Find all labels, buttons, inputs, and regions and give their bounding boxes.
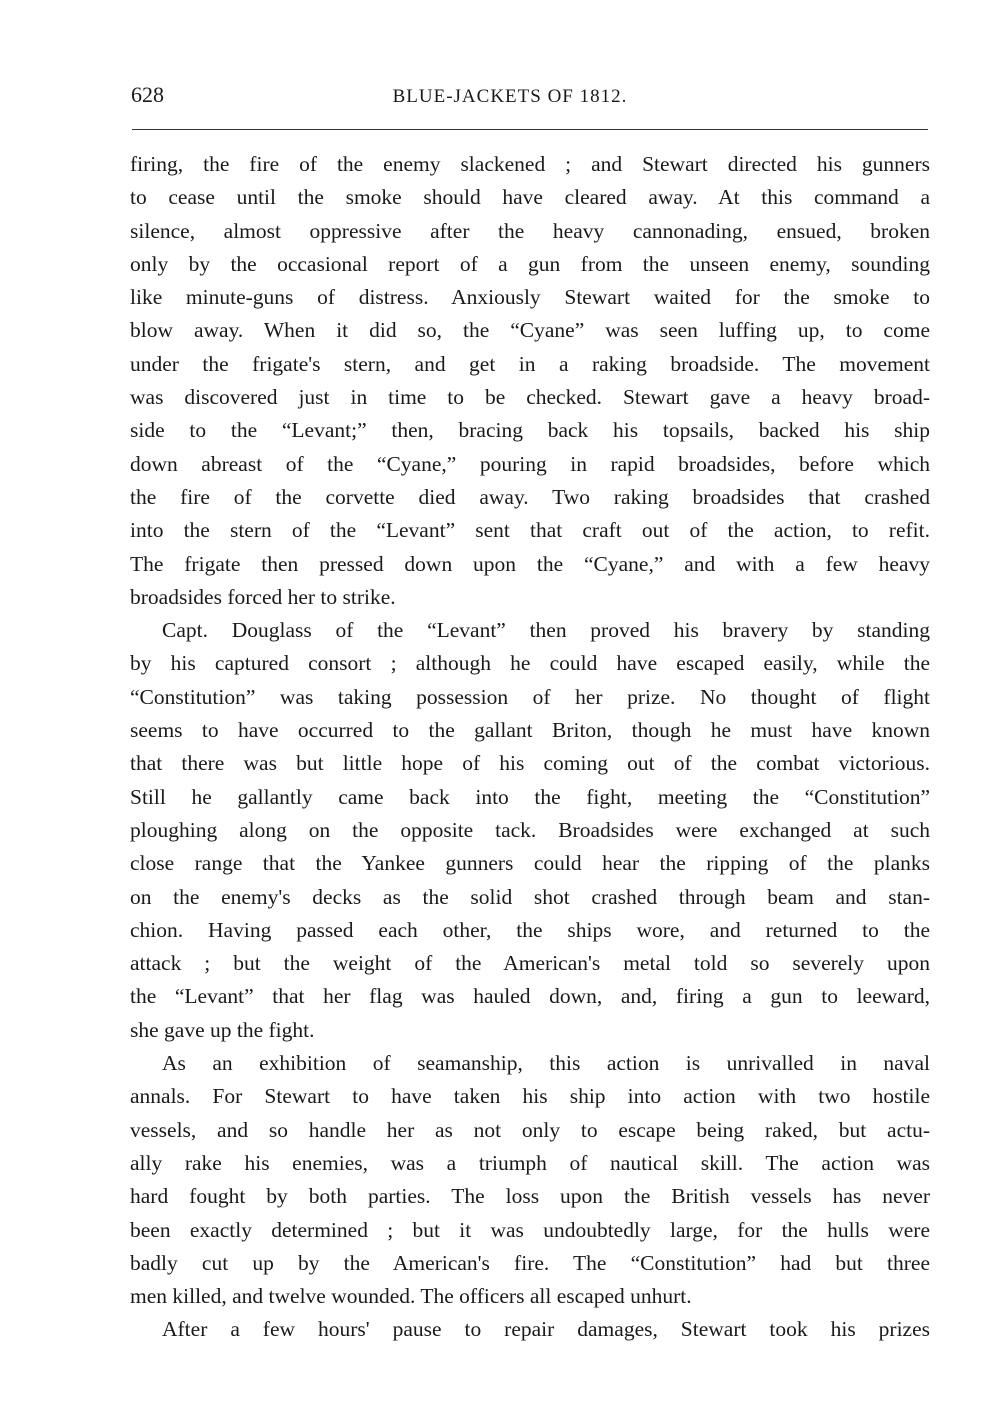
text-line: men killed, and twelve wounded. The officers all escaped unhurt. [130, 1284, 692, 1309]
text-line: been exactly determined ; but it was undoubtedly large, for the hulls were [130, 1217, 930, 1242]
text-line: firing, the fire of the enemy slackened ; and Stewart directed his gunners [130, 152, 930, 176]
text-line: As an exhibition of seamanship, this action is unrivalled in naval [162, 1051, 930, 1076]
page-number: 628 [131, 82, 164, 107]
text-line: on the enemy's decks as the solid shot crashed through beam and stan- [130, 884, 930, 909]
text-line: into the stern of the “Levant” sent that craft out of the action, to refit. [130, 518, 930, 543]
text-line: ally rake his enemies, was a triumph of nautical skill. The action was [130, 1150, 930, 1175]
text-line: by his captured consort ; although he could have escaped easily, while the [130, 651, 930, 676]
page-body [130, 148, 930, 1347]
text-line: side to the “Levant;” then, bracing back his topsails, backed his ship [130, 418, 930, 443]
text-line: hard fought by both parties. The loss upon the British vessels has never [130, 1184, 930, 1209]
header-rule [132, 129, 928, 130]
running-title: BLUE-JACKETS OF 1812. [392, 86, 628, 107]
text-line: “Constitution” was taking possession of her prize. No thought of flight [130, 684, 930, 709]
text-line: broadsides forced her to strike. [130, 584, 396, 609]
text-line: chion. Having passed each other, the ships wore, and returned to the [130, 917, 930, 942]
text-line: that there was but little hope of his coming out of the combat victorious. [130, 751, 930, 776]
text-line: like minute-guns of distress. Anxiously Stewart waited for the smoke to [130, 285, 930, 310]
text-line: close range that the Yankee gunners could hear the ripping of the planks [130, 851, 930, 876]
text-line: down abreast of the “Cyane,” pouring in rapid broadsides, before which [130, 451, 930, 476]
text-line: only by the occasional report of a gun from the unseen enemy, sounding [130, 251, 930, 276]
text-line: under the frigate's stern, and get in a raking broadside. The movement [130, 351, 930, 376]
text-line: she gave up the fight. [130, 1017, 315, 1042]
text-line: badly cut up by the American's fire. The “Constitution” had but three [130, 1250, 930, 1275]
text-line: After a few hours' pause to repair damages, Stewart took his prizes [162, 1317, 930, 1342]
text-line: was discovered just in time to be checked. Stewart gave a heavy broad- [130, 385, 930, 410]
paragraph [130, 614, 930, 1047]
text-line: blow away. When it did so, the “Cyane” was seen luffing up, to come [130, 318, 930, 343]
text-line: attack ; but the weight of the American's metal told so severely upon [130, 951, 930, 976]
text-line: vessels, and so handle her as not only to escape being raked, but actu- [130, 1117, 930, 1142]
text-line: Still he gallantly came back into the fight, meeting the “Constitution” [130, 784, 930, 809]
text-line: the fire of the corvette died away. Two raking broadsides that crashed [130, 484, 930, 509]
text-line: Capt. Douglass of the “Levant” then proved his bravery by standing [162, 618, 930, 643]
text-line: ploughing along on the opposite tack. Broadsides were exchanged at such [130, 817, 930, 842]
text-line: seems to have occurred to the gallant Briton, though he must have known [130, 718, 930, 743]
paragraph [130, 1313, 930, 1346]
text-line: to cease until the smoke should have cleared away. At this command a [130, 185, 930, 210]
text-line: The frigate then pressed down upon the “Cyane,” and with a few heavy [130, 551, 930, 576]
paragraph [130, 148, 930, 614]
text-line: annals. For Stewart to have taken his ship into action with two hostile [130, 1084, 930, 1109]
paragraph [130, 1047, 930, 1313]
text-line: the “Levant” that her flag was hauled down, and, firing a gun to leeward, [130, 984, 930, 1009]
text-line: silence, almost oppressive after the heavy cannonading, ensued, broken [130, 218, 930, 243]
